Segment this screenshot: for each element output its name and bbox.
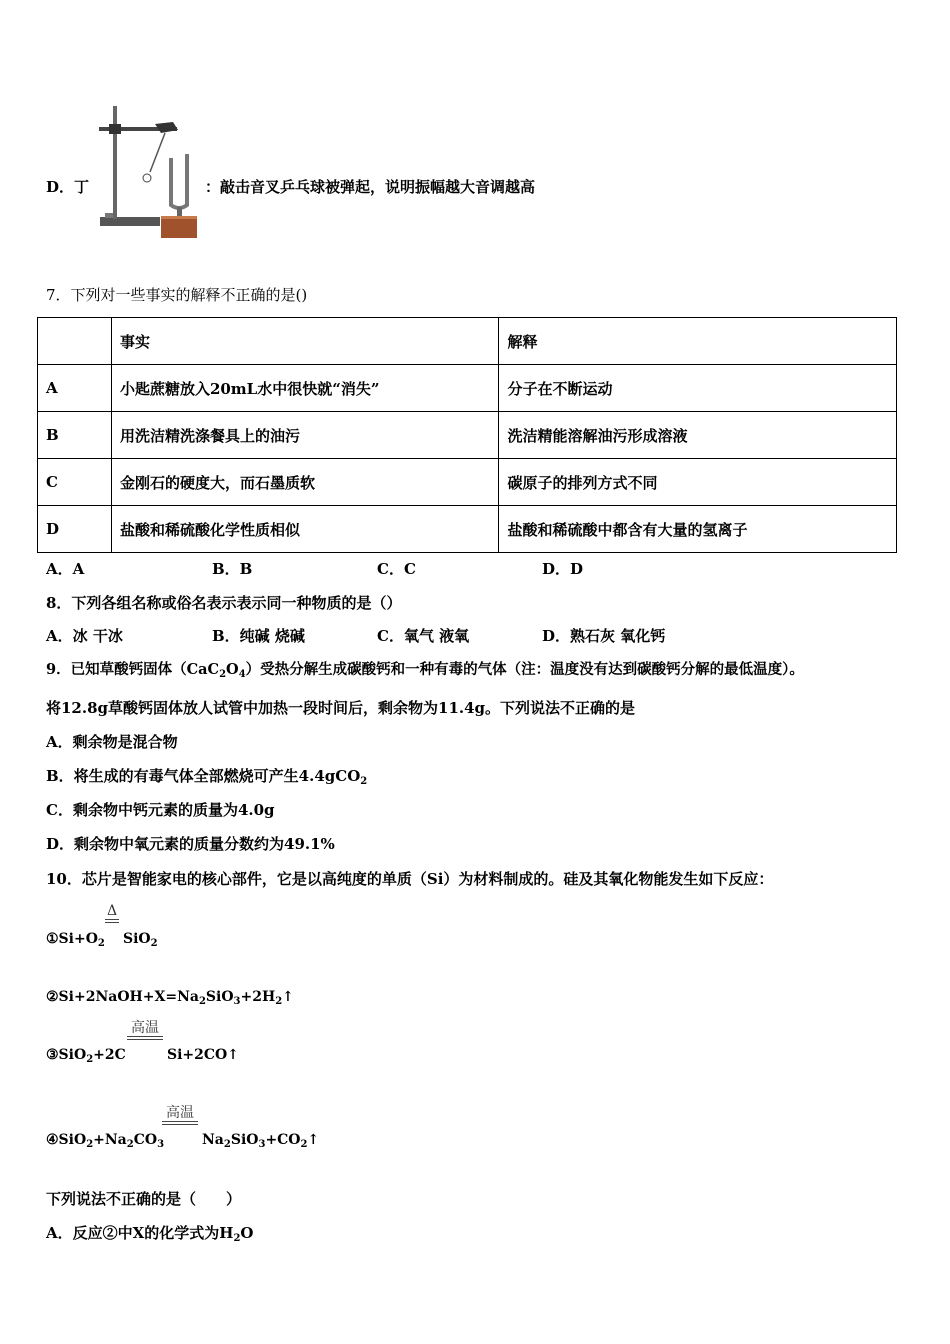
q7-choice-b: B．B: [212, 560, 253, 578]
table-cell: 用洗洁精洗涤餐具上的油污: [111, 412, 499, 459]
q8-choice-c: C．氧气 液氧: [377, 627, 470, 645]
table-cell: 盐酸和稀硫酸化学性质相似: [111, 506, 499, 553]
table-cell: A: [38, 365, 112, 412]
table-cell: [38, 318, 112, 365]
q7-choice-a: A．A: [46, 560, 85, 578]
q9-option-d: D．剩余物中氧元素的质量分数约为49.1%: [46, 835, 335, 853]
q9-option-b: B．将生成的有毒气体全部燃烧可产生4.4gCO$_2$: [46, 767, 368, 787]
reaction-3-reactants: ③SiO$_2$+2C: [46, 1047, 126, 1065]
reaction-3-condition: [127, 1020, 163, 1040]
q7-choice-d: D．D: [542, 560, 584, 578]
table-header-fact: 事实: [111, 318, 499, 365]
q9-stem-continued: 将12.8g草酸钙固体放人试管中加热一段时间后，剩余物为11.4g。下列说法不正确的是: [46, 699, 636, 717]
table-row: [38, 459, 897, 506]
equal-sign: [162, 1121, 198, 1125]
q7-stem: 7．下列对一些事实的解释不正确的是(): [46, 286, 308, 304]
table-cell: 小匙蔗糖放入20mL水中很快就“消失”: [111, 365, 499, 412]
table-header-explanation: 解释: [499, 318, 897, 365]
table-cell: 盐酸和稀硫酸中都含有大量的氢离子: [499, 506, 897, 553]
q10-stem: 10．芯片是智能家电的核心部件，它是以高纯度的单质（Si）为材料制成的。硅及其氧化物能发生如下反应：: [46, 870, 774, 888]
high-temperature-condition: 高温: [131, 1020, 159, 1036]
reaction-4-reactants: $④SiO_2+Na_2CO_3$: [46, 1132, 165, 1150]
reaction-2: $②Si+2NaOH+X=Na_2SiO_3+2H_2↑$: [46, 989, 294, 1007]
reaction-1-reactants: $①Si+O_2$: [46, 931, 105, 949]
tuning-fork-apparatus-figure: [95, 100, 205, 240]
q9-option-c: C．剩余物中钙元素的质量为4.0g: [46, 801, 275, 819]
table-row: [38, 506, 897, 553]
equal-sign: [105, 919, 119, 923]
table-row: [38, 365, 897, 412]
q8-stem: 8．下列各组名称或俗名表示表示同一种物质的是（）: [46, 594, 402, 612]
table-cell: 分子在不断运动: [499, 365, 897, 412]
table-cell: 金刚石的硬度大，而石墨质软: [111, 459, 499, 506]
q9-stem: 9．已知草酸钙固体$(CaC_2O_4)$受热分解生成碳酸钙和一种有毒的气体（注：温度没有达到碳酸钙分解的最低温度）。: [46, 661, 804, 680]
table-cell: D: [38, 506, 112, 553]
q10-question: 下列说法不正确的是（ ）: [46, 1190, 242, 1208]
facts-table: [37, 317, 897, 553]
table-header-row: [38, 318, 897, 365]
table-cell: B: [38, 412, 112, 459]
q9-option-a: A．剩余物是混合物: [46, 733, 178, 751]
q8-choice-b: B．纯碱 烧碱: [212, 627, 305, 645]
equal-sign: [127, 1036, 163, 1040]
reaction-1-products: SiO$_2$: [123, 931, 158, 949]
table-cell: C: [38, 459, 112, 506]
q8-choice-a: A．冰 干冰: [46, 627, 123, 645]
heat-condition: Δ: [106, 903, 118, 919]
reaction-1-condition: [105, 903, 119, 923]
table-row: [38, 412, 897, 459]
option-d-text: ：敲击音叉乒乓球被弹起，说明振幅越大音调越高: [205, 178, 536, 196]
high-temperature-condition: 高温: [166, 1105, 194, 1121]
reaction-4-condition: [162, 1105, 198, 1125]
option-d-label: D．丁: [46, 178, 90, 196]
q10-option-a: A．反应②中X的化学式为$H_2O$: [46, 1224, 254, 1244]
reaction-4-products: $Na_2SiO_3+CO_2↑$: [202, 1132, 320, 1150]
table-cell: 碳原子的排列方式不同: [499, 459, 897, 506]
reaction-3-products: Si+2CO↑: [167, 1047, 239, 1063]
table-cell: 洗洁精能溶解油污形成溶液: [499, 412, 897, 459]
q7-choice-c: C．C: [377, 560, 416, 578]
q8-choice-d: D．熟石灰 氧化钙: [542, 627, 666, 645]
